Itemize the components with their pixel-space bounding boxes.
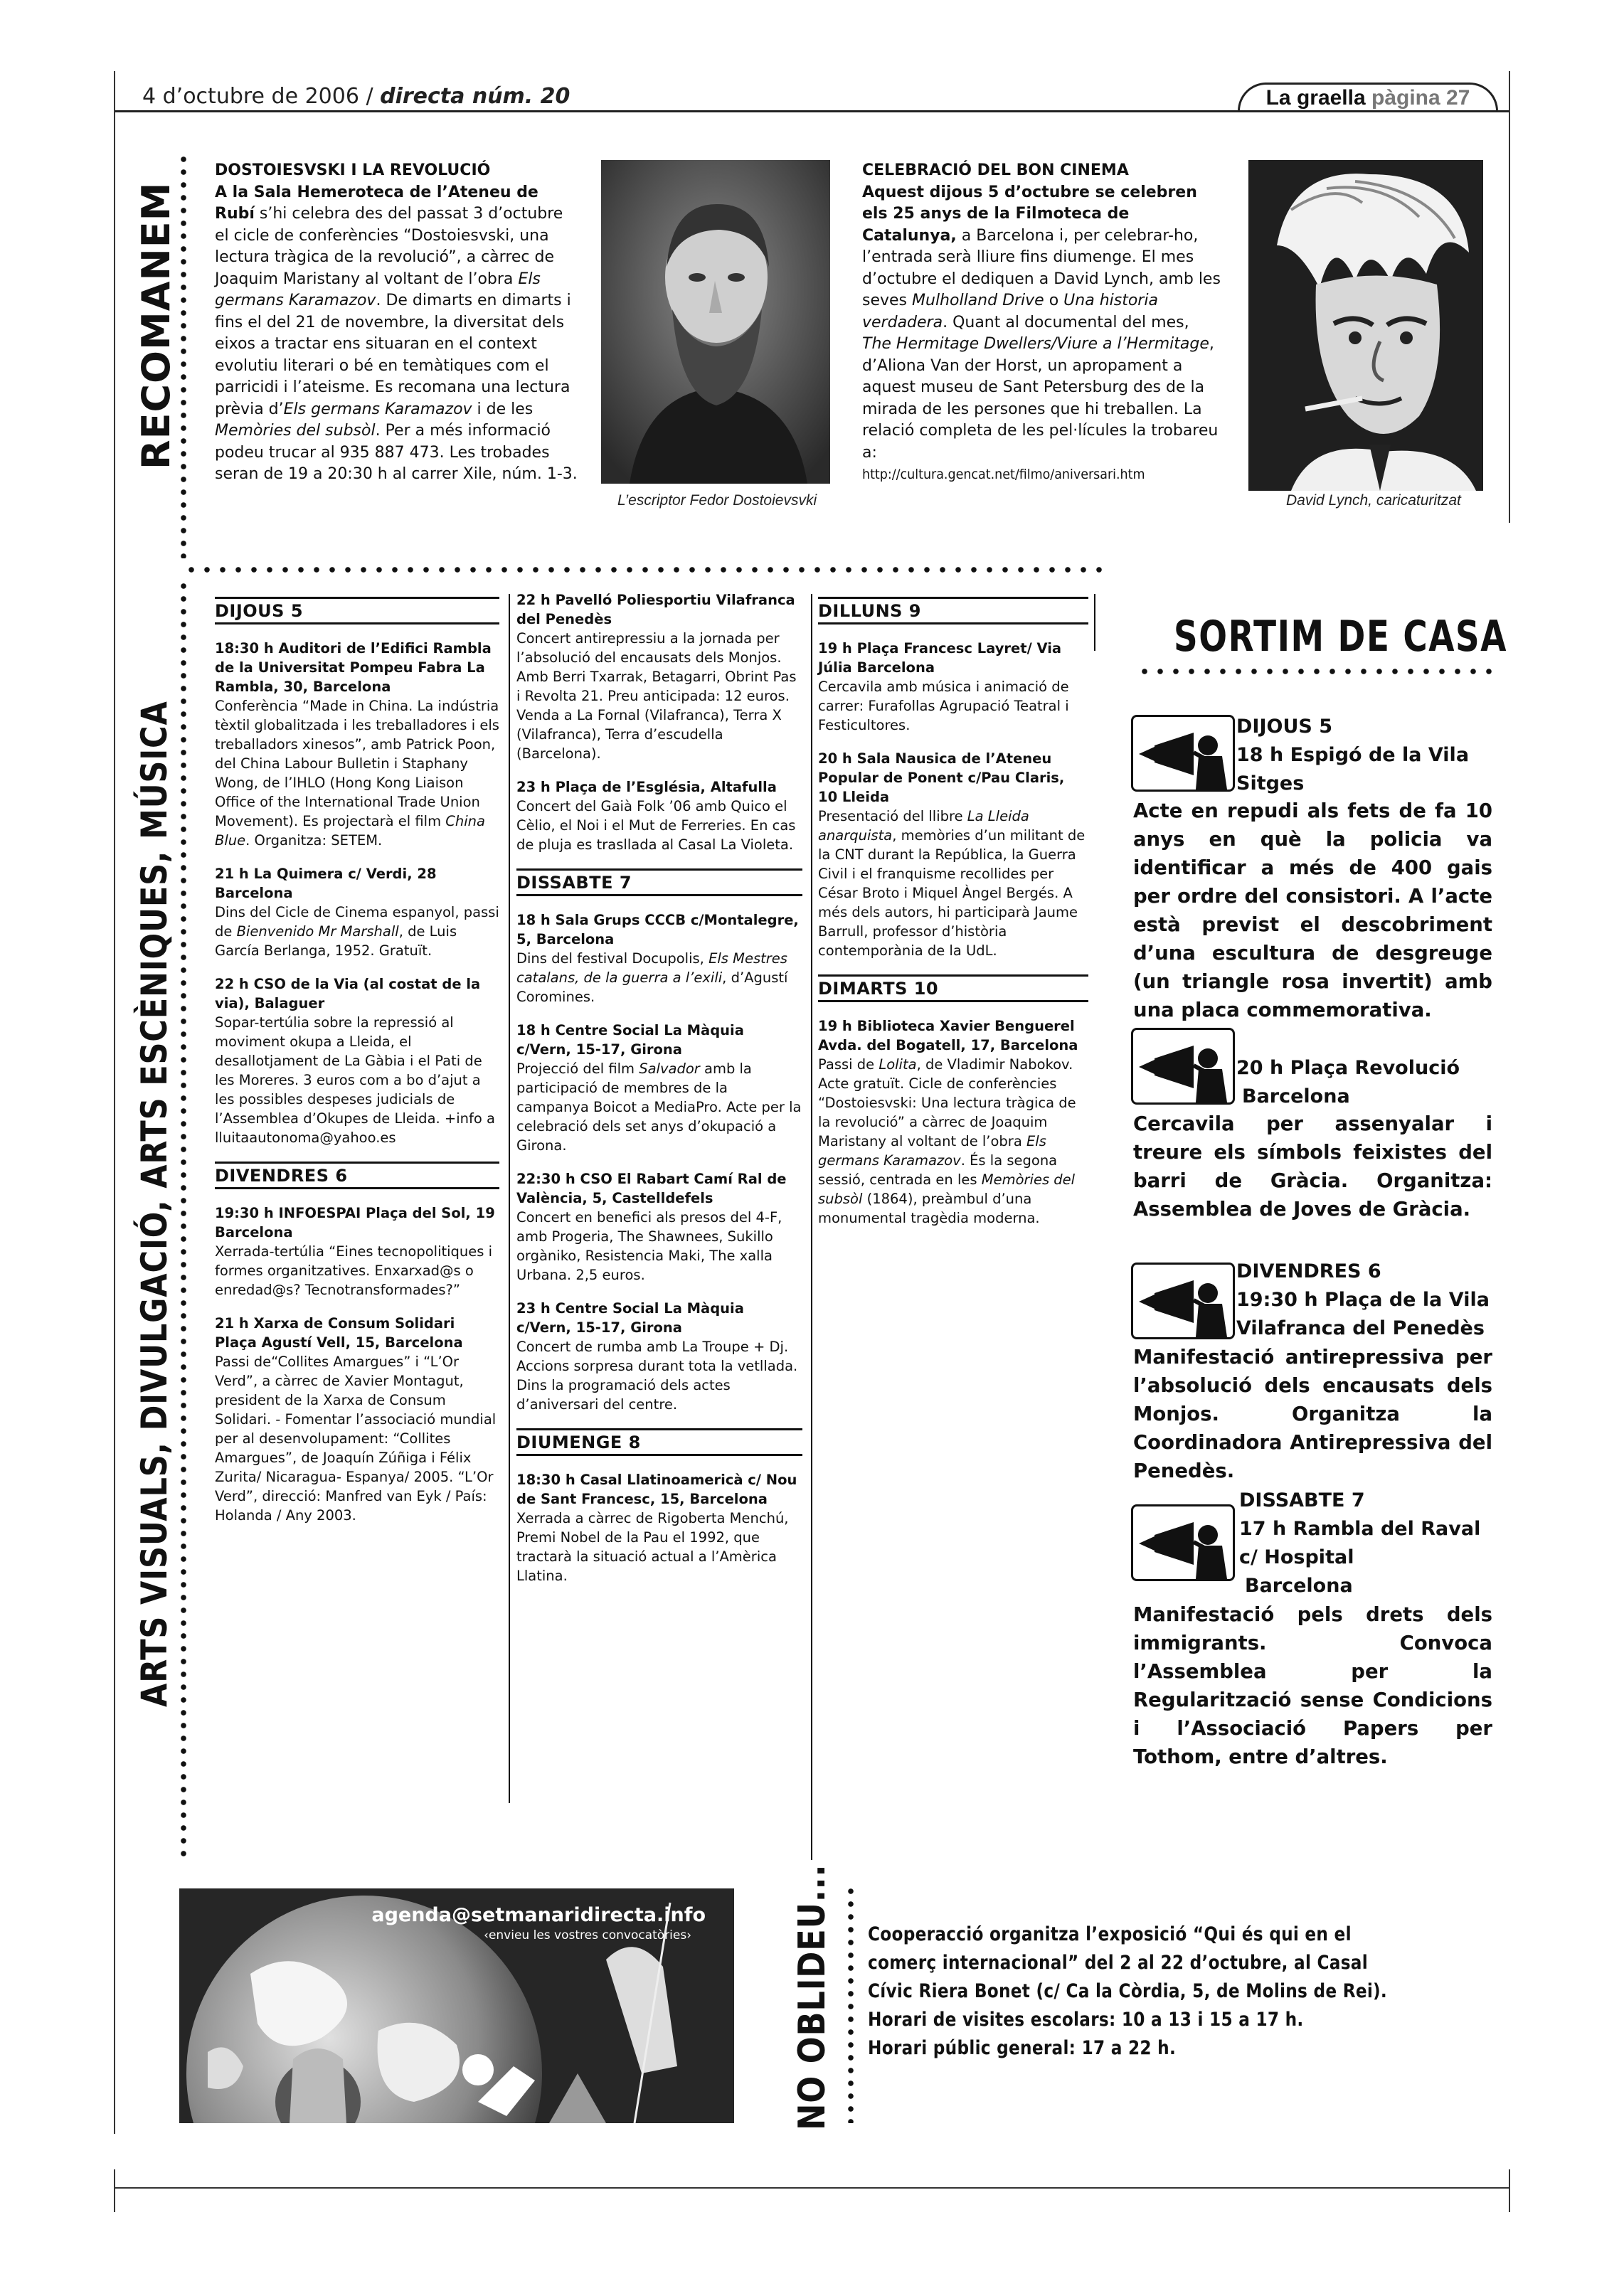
- article-heading: DOSTOIESVSKI I LA REVOLUCIÓ: [215, 161, 491, 179]
- day-heading: DIUMENGE 8: [516, 1428, 802, 1456]
- agenda-event: 18 h Sala Grups CCCB c/Montalegre, 5, Barcelona Dins del festival Docupolis, Els Mestres catalans, de la guerra a l’exili, d’Agustí Coromines.: [516, 912, 799, 1005]
- agenda-side-title: ARTS VISUALS, DIVULGACIÓ, ARTS ESCÈNIQUES, MÚSICA: [134, 701, 175, 1707]
- day-heading: DIMARTS 10: [818, 974, 1088, 1002]
- agenda-event: 22:30 h CSO El Rabart Camí Ral de València, 5, Castelldefels Concert en benefici als presos del 4-F, amb Progeria, The Shawnees, Sukillo orgàniko, Resistencia Maki, The xalla Urbana. 2,5 euros.: [516, 1171, 787, 1283]
- column-divider: [509, 594, 510, 1803]
- frame-right: [1509, 110, 1510, 523]
- dotted-divider: [181, 580, 186, 1860]
- agenda-event: 23 h Plaça de l’Església, Altafulla Concert del Gaià Folk ’06 amb Quico el Cèlio, el Noi i el Mut de Ferreries. En cas de pluja es trasllada al Casal La Violeta.: [516, 779, 796, 853]
- day-heading: DISSABTE 7: [516, 868, 802, 896]
- photo-caption: David Lynch, caricaturitzat: [1286, 492, 1461, 509]
- frame-left: [114, 110, 115, 2134]
- crop-mark: [114, 71, 115, 110]
- agenda-note: ‹envieu les vostres convocatòries›: [484, 1928, 691, 1942]
- agenda-event: 18 h Centre Social La Màquia c/Vern, 15-17, Girona Projecció del film Salvador amb la participació de membres de la campanya Boicot a MediaPro. Acte per la celebració dels set anys d’okupació a Girona.: [516, 1022, 802, 1154]
- megaphone-icon: [1131, 1263, 1235, 1339]
- page-number: pàgina 27: [1371, 86, 1470, 110]
- article-heading: CELEBRACIÓ DEL BON CINEMA: [862, 161, 1129, 179]
- crop-mark: [1509, 2169, 1510, 2212]
- article-dostoievski: DOSTOIESVSKI I LA REVOLUCIÓ A la Sala Hemeroteca de l’Ateneu de Rubí s’hi celebra des del passat 3 d’octubre el cicle de conferències “Dostoiesvski, una lectura tràgica de la revolució”, a càrrec de Joaquim Maristany al voltant de l’obra Els germans Karamazov. De dimarts en dimarts i fins el del 21 de novembre, la diversitat dels eixos a tractar ens situaran en el context evolutiu literari o bé en temàtiques com el parricidi i l’ateisme. Es recomana una lectura prèvia d’Els germans Karamazov i de les Memòries del subsòl. Per a més informació podeu trucar al 935 887 473. Les trobades seran de 19 a 20:30 h al carrer Xile, núm. 1-3.: [215, 161, 578, 483]
- section-name: La graella: [1265, 86, 1366, 110]
- agenda-column-3: [818, 594, 1088, 1242]
- crop-mark: [1509, 71, 1510, 110]
- crop-mark: [114, 2169, 115, 2212]
- agenda-event: 19:30 h INFOESPAI Plaça del Sol, 19 Barcelona Xerrada-tertúlia “Eines tecnopolitiques i formes organitzatives. Enxarxad@s o enredad@s? Tecnotransformades?”: [215, 1205, 495, 1298]
- agenda-email[interactable]: agenda@setmanaridirecta.info: [371, 1904, 706, 1926]
- agenda-event: 18:30 h Casal Llatinoamericà c/ Nou de Sant Francesc, 15, Barcelona Xerrada a càrrec de Rigoberta Menchú, Premi Nobel de la Pau el 1992, que tractarà la situació actual a l’Amèrica Llatina.: [516, 1472, 797, 1584]
- agenda-event: 19 h Biblioteca Xavier Benguerel Avda. del Bogatell, 17, Barcelona Passi de Lolita, de Vladimir Nabokov. Acte gratuït. Cicle de conferències “Dostoiesvski: Una lectura tràgica de la revolució” a càrrec de Joaquim Maristany al voltant de l’obra Els germans Karamazov. És la segona sessió, centrada en les Memòries del subsòl (1864), preàmbul d’una monumental tragèdia moderna.: [818, 1018, 1078, 1226]
- no-oblideu-text: Cooperacció organitza l’exposició “Qui és qui en el comerç internacional” del 2 al 22 d’octubre, al Casal Cívic Riera Bonet (c/ Ca la Còrdia, 5, de Molins de Rei). Horari de visites escolars: 10 a 13 i 15 a 17 h. Horari públic general: 17 a 22 h.: [868, 1923, 1388, 2059]
- sortim-event-body: Cercavila per assenyalar i treure els símbols feixistes del barri de Gràcia. Organitza: Assemblea de Joves de Gràcia.: [1133, 1112, 1492, 1221]
- sortim-event-body: Acte en repudi als fets de fa 10 anys en què la policia va identificar a més de 400 gais per ordre del consistori. A l’acte està previst el descobriment d’una escultura de desgreuge (un triangle rosa invertit) amb una placa commemorativa.: [1133, 799, 1492, 1021]
- agenda-event: 21 h Xarxa de Consum Solidari Plaça Agustí Vell, 15, Barcelona Passi de“Collites Amargues” i “L’Or Verd”, a càrrec de Xavier Montagut, president de la Xarxa de Consum Solidari. - Fomentar l’associació mundial per al desenvolupament: “Collites Amargues”, de Joaquín Zúñiga i Félix Zurita/ Nicaragua- Espanya/ 2005. “L’Or Verd”, direcció: Manfred van Eyk / País: Holanda / Any 2003.: [215, 1315, 497, 1524]
- dotted-divider: [1137, 669, 1492, 674]
- filmoteca-link[interactable]: http://cultura.gencat.net/filmo/aniversari.htm: [862, 467, 1145, 482]
- dostoievski-photo: [601, 160, 830, 484]
- agenda-event: 22 h CSO de la Via (al costat de la via), Balaguer Sopar-tertúlia sobre la repressió al moviment okupa a Lleida, el desallotjament de La Gàbia i el Pati de les Moreres. 3 euros com a bo d’ajut a les possibles despeses judicials de l’Assemblea d’Okupes de Lleida. +info a lluitaautonoma@yahoo.es: [215, 976, 495, 1146]
- magazine-name: directa núm. 20: [380, 84, 570, 109]
- megaphone-icon: [1131, 715, 1235, 792]
- section-tab: [1238, 83, 1498, 112]
- sortim-event-heading: DIVENDRES 6 19:30 h Plaça de la Vila Vilafranca del Penedès: [1236, 1260, 1490, 1339]
- article-filmoteca: CELEBRACIÓ DEL BON CINEMA Aquest dijous 5 d’octubre se celebren els 25 anys de la Filmoteca de Catalunya, a Barcelona i, per celebrar-ho, l’entrada serà lliure fins diumenge. El mes d’octubre el dediquen a David Lynch, amb les seves Mulholland Drive o Una historia verdadera. Quant al documental del mes, The Hermitage Dwellers/Viure a l’Hermitage, d’Aliona Van der Horst, un apropament a aquest museu de Sant Petersburg des de la mirada de les persones que hi treballen. La relació completa de les pel·lícules la trobareu a: http://cultura.gencat.net/filmo/aniversari.htm: [862, 160, 1221, 486]
- sortim-event-body: Manifestació pels drets dels immigrants. Convoca l’Assemblea per la Regularització sense Condicions i l’Associació Papers per Tothom, entre d’altres.: [1133, 1603, 1492, 1768]
- agenda-submission-banner: [179, 1888, 734, 2123]
- agenda-event: 18:30 h Auditori de l’Edifici Rambla de la Universitat Pompeu Fabra La Rambla, 30, Barcelona Conferència “Made in China. La indústria tèxtil globalitzada i les treballadores i els treballadors xinesos”, amb Patrick Poon, del China Labour Bulletin i Staphany Wong, de l’IHLO (Hong Kong Liaison Office of the International Trade Union Movement). Es projectarà el film China Blue. Organitza: SETEM.: [215, 640, 499, 849]
- sortim-title: SORTIM DE CASA: [1174, 612, 1508, 661]
- sortim-event-body: Manifestació antirepressiva per l’absolució dels encausats dels Monjos. Organitza la Coordinadora Antirepressiva del Penedès.: [1133, 1346, 1492, 1482]
- agenda-column-1: [215, 594, 499, 1539]
- column-divider: [1094, 594, 1095, 651]
- agenda-column-2: [516, 590, 802, 1600]
- column-divider: [811, 594, 812, 1860]
- dotted-divider: [848, 1885, 854, 2123]
- dotted-divider: [184, 567, 1112, 573]
- agenda-event: 21 h La Quimera c/ Verdi, 28 Barcelona Dins del Cicle de Cinema espanyol, passi de Bienvenido Mr Marshall, de Luis García Berlanga, 1952. Gratuït.: [215, 866, 499, 959]
- sortim-event-heading: 20 h Plaça Revolució Barcelona: [1236, 1057, 1460, 1107]
- recomanem-title: RECOMANEM: [134, 181, 179, 469]
- agenda-event: 19 h Plaça Francesc Layret/ Via Júlia Barcelona Cercavila amb música i animació de carrer: Furafollas Agrupació Teatral i Festicultores.: [818, 640, 1069, 733]
- photo-caption: L’escriptor Fedor Dostoievsvki: [617, 492, 817, 509]
- footer-rule: [114, 2187, 1509, 2189]
- header-issue: 4 d’octubre de 2006 / directa núm. 20: [142, 84, 570, 109]
- day-heading: DIJOUS 5: [215, 597, 499, 625]
- sortim-event-heading: DIJOUS 5 18 h Espigó de la Vila Sitges: [1236, 716, 1470, 794]
- megaphone-icon: [1131, 1028, 1235, 1105]
- no-oblideu-title: NO OBLIDEU...: [791, 1864, 834, 2130]
- dotted-divider: [181, 153, 186, 558]
- sortim-event-heading: DISSABTE 7 17 h Rambla del Raval c/ Hospital Barcelona: [1239, 1489, 1481, 1597]
- day-heading: DILLUNS 9: [818, 597, 1088, 625]
- day-heading: DIVENDRES 6: [215, 1162, 499, 1189]
- issue-date: 4 d’octubre de 2006: [142, 84, 359, 109]
- lynch-caricature: [1248, 160, 1483, 491]
- agenda-event: 23 h Centre Social La Màquia c/Vern, 15-17, Girona Concert de rumba amb La Troupe + Dj. Accions sorpresa durant tota la vetllada. Dins la programació dels actes d’aniversari del centre.: [516, 1300, 798, 1413]
- agenda-event: 20 h Sala Nausica de l’Ateneu Popular de Ponent c/Pau Claris, 10 Lleida Presentació del llibre La Lleida anarquista, memòries d’un militant de la CNT durant la República, la Guerra Civil i el franquisme recollides per César Broto i Miquel Àngel Bergés. A més dels autors, hi participarà Jaume Barrull, professor d’història contemporània de la UdL.: [818, 750, 1086, 959]
- megaphone-icon: [1131, 1504, 1235, 1581]
- agenda-event: 22 h Pavelló Poliesportiu Vilafranca del Penedès Concert antirepressiu a la jornada per l’absolució del encausats dels Monjos. Amb Berri Txarrak, Betagarri, Obrint Pas i Revolta 21. Preu anticipada: 12 euros. Venda a La Fornal (Vilafranca), Terra X (Vilafranca), Terra d’escudella (Barcelona).: [516, 592, 797, 762]
